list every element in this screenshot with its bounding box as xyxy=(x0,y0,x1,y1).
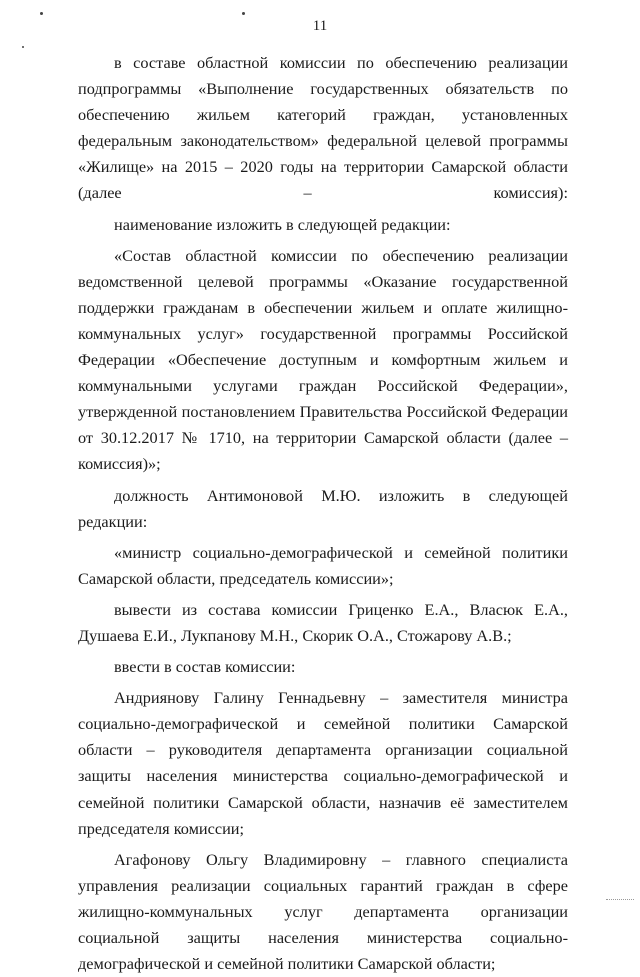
paragraph: в составе областной комиссии по обеспечению реализации подпрограммы «Выполнение государственных обязательств по обеспечению жильем категорий граждан, установленных федеральным законодательством» федеральной целевой программы «Жилище» на 2015 – 2020 годы на территории Самарской области (далее – комиссия): xyxy=(78,53,568,203)
paragraph: «Состав областной комиссии по обеспечению реализации ведомственной целевой программы «Оказание государственной поддержки гражданам в обеспечении жильем и оплате жилищно-коммунальных услуг» государственной программы Российской Федерации «Обеспечение доступным и комфортным жильем и коммунальными услугами граждан Российской Федерации», утвержденной постановлением Правительства Российской Федерации от 30.12.2017 № 1710, на территории Самарской области (далее – комиссия)»; xyxy=(78,245,568,474)
paragraph: должность Антимоновой М.Ю. изложить в следующей редакции: xyxy=(78,485,568,531)
scan-speck xyxy=(22,46,24,48)
paragraph: Андриянову Галину Геннадьевну – заместителя министра социально-демографической и семейной политики Самарской области – руководителя департамента организации социальной защиты населения министерства социально-демографической и семейной политики Самарской области, назначив её заместителем председателя комиссии; xyxy=(78,688,568,838)
page-number: 11 xyxy=(312,18,328,34)
document-body xyxy=(78,50,568,977)
scan-speck xyxy=(242,12,245,15)
scan-edge-mark xyxy=(606,899,634,901)
paragraph: ввести в состав комиссии: xyxy=(114,657,296,677)
paragraph: Агафонову Ольгу Владимировну – главного специалиста управления реализации социальных гарантий граждан в сфере жилищно-коммунальных услуг департамента организации социальной защиты населения министерства социально-демографической и семейной политики Самарской области; xyxy=(78,849,568,974)
paragraph: наименование изложить в следующей редакции: xyxy=(114,214,451,234)
scan-speck xyxy=(40,12,43,15)
paragraph: «министр социально-демографической и семейной политики Самарской области, председатель комиссии»; xyxy=(78,542,568,588)
paragraph: вывести из состава комиссии Гриценко Е.А., Власюк Е.А., Душаева Е.И., Лукпанову М.Н., Скорик О.А., Стожарову А.В.; xyxy=(78,599,568,645)
